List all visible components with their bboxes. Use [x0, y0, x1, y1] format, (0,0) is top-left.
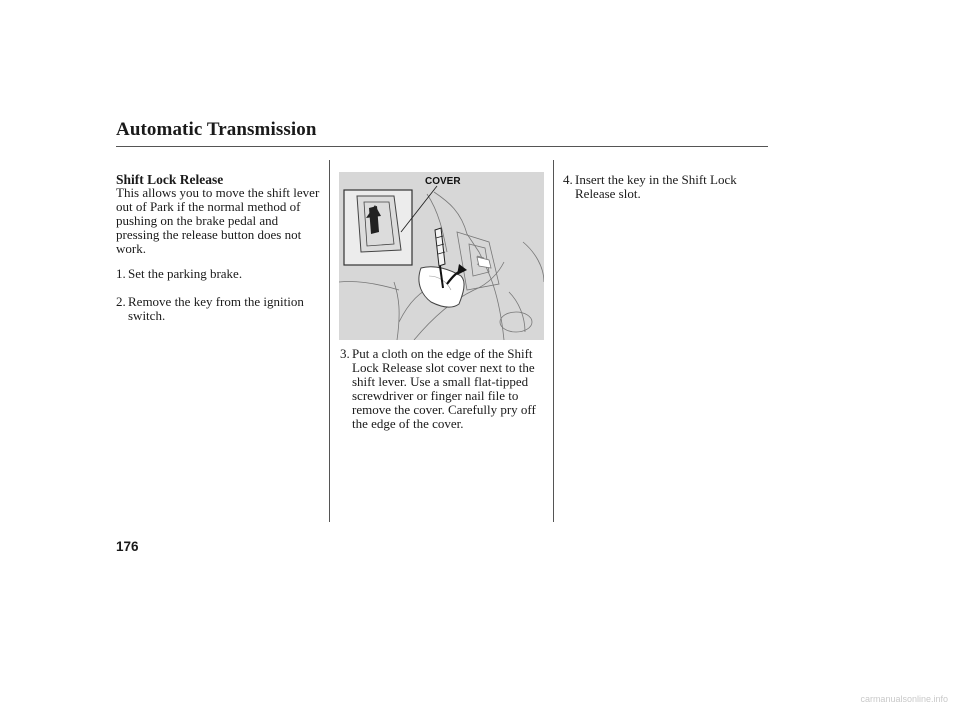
step-text: Put a cloth on the edge of the Shift Lock Release slot cover next to the shift lever. Use a small flat-tipped screwdriver or finger nail file to remove the cover. Carefully pry off the edge of the cover. — [352, 346, 536, 431]
step-number: 2. — [116, 294, 126, 309]
intro-paragraph: This allows you to move the shift lever out of Park if the normal method of pushing on the brake pedal and pressing the release button does not work. — [116, 185, 320, 256]
step-text: Insert the key in the Shift Lock Release slot. — [575, 172, 737, 201]
page-number: 176 — [116, 539, 139, 554]
section-heading: Shift Lock Release — [116, 172, 224, 187]
watermark: carmanualsonline.info — [860, 694, 948, 704]
shift-lock-illustration — [339, 172, 544, 340]
step-text: Set the parking brake. — [128, 266, 243, 281]
column-divider-left — [329, 160, 330, 522]
step-2 — [116, 295, 322, 323]
cover-label: COVER — [425, 176, 461, 187]
title-divider — [116, 146, 768, 147]
step-number: 3. — [340, 346, 350, 361]
step-4 — [563, 173, 763, 201]
column-divider-right — [553, 160, 554, 522]
page-title: Automatic Transmission — [116, 119, 317, 140]
step-number: 4. — [563, 172, 573, 187]
step-1 — [116, 267, 322, 281]
step-number: 1. — [116, 266, 126, 281]
console-drawing — [339, 172, 544, 340]
step-text: Remove the key from the ignition switch. — [128, 294, 304, 323]
step-3 — [340, 347, 548, 430]
